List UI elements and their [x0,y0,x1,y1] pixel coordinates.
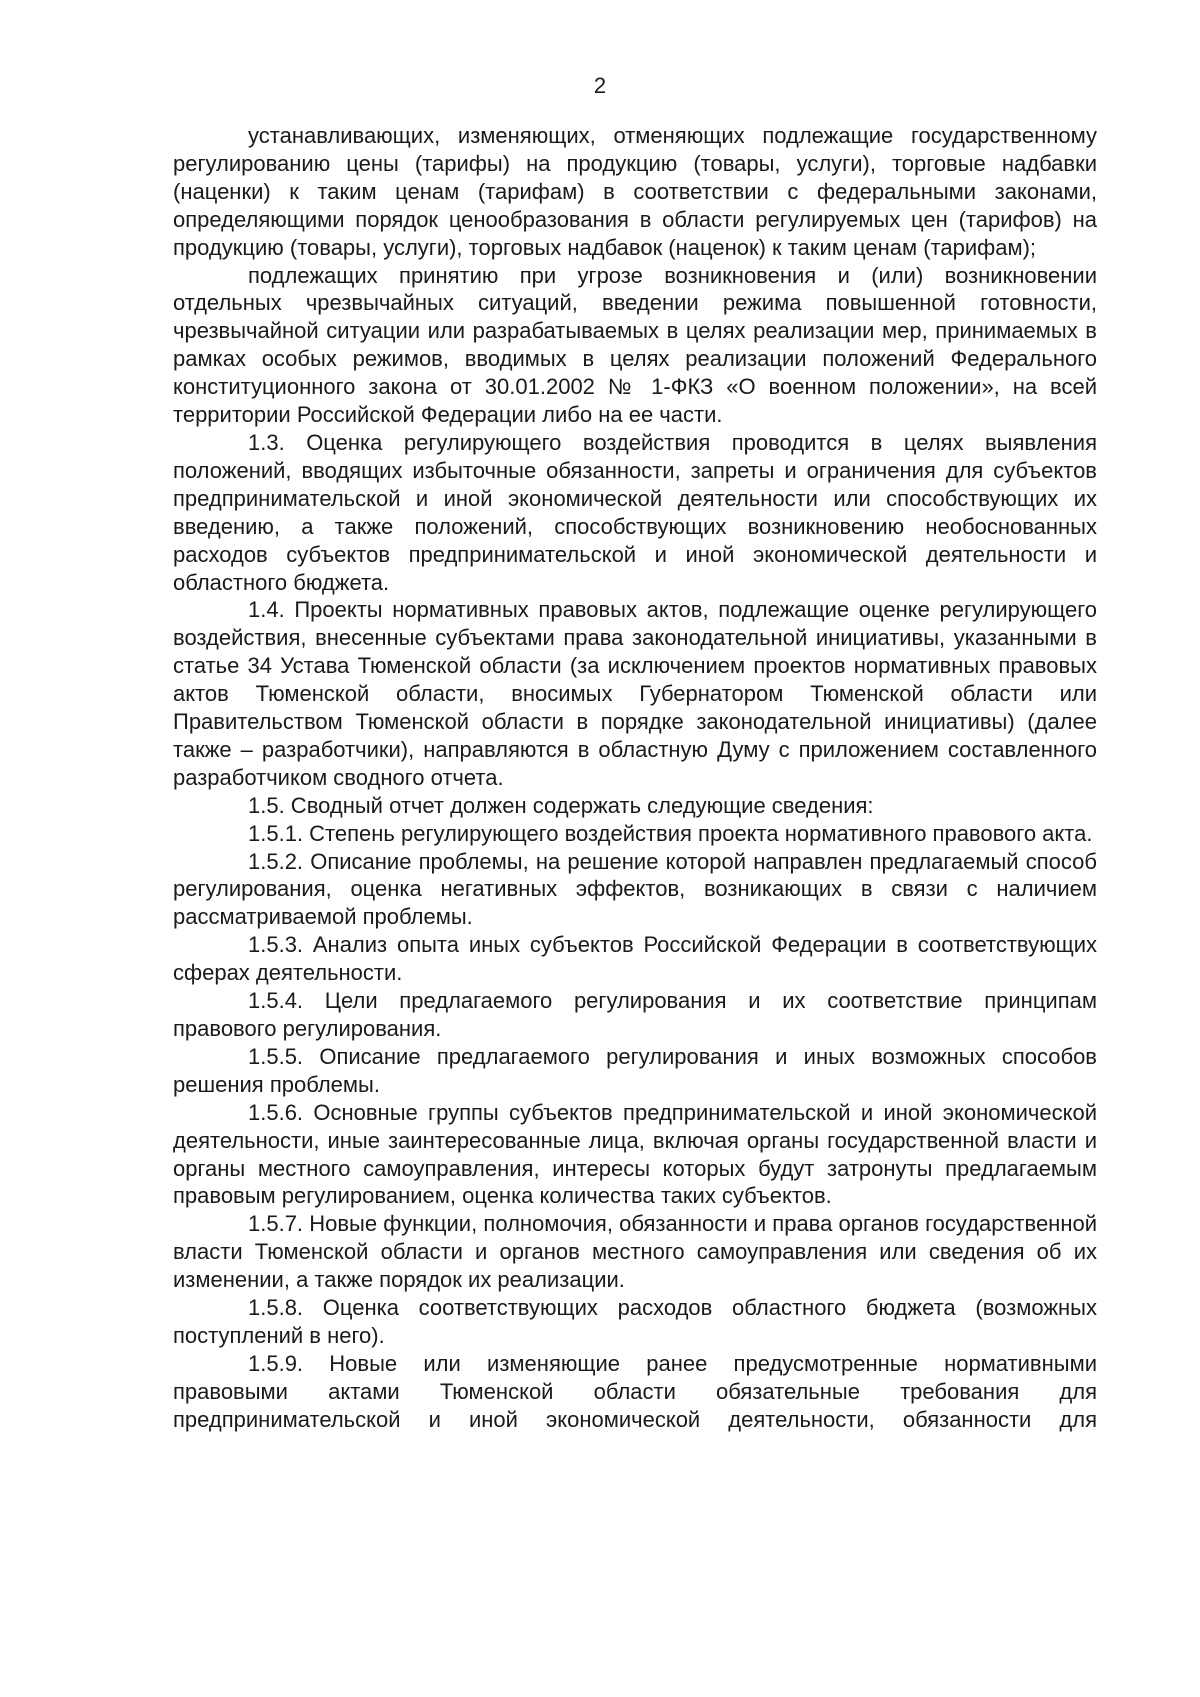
paragraph-1-5-6: 1.5.6. Основные группы субъектов предпринимательской и иной экономической деятельности, иные заинтересованные лица, включая органы государственной власти и органы местного самоуправления, интересы которых будут затронуты предлагаемым правовым регулированием, оценка количества таких субъектов. [173,1099,1097,1209]
paragraph-1-5-7: 1.5.7. Новые функции, полномочия, обязанности и права органов государственной власти Тюменской области и органов местного самоуправления или сведения об их изменении, а также порядок их реализации. [173,1211,1097,1293]
page-number: 2 [593,73,607,98]
paragraph-1-5-1: 1.5.1. Степень регулирующего воздействия проекта нормативного правового акта. [248,820,1093,846]
paragraph-1-4: 1.4. Проекты нормативных правовых актов, подлежащие оценке регулирующего воздействия, внесенные субъектами права законодательной инициативы, указанными в статье 34 Устава Тюменской области (за исключением проектов нормативных правовых актов Тюменской области, вносимых Губернатором Тюменской области или Правительством Тюменской области в порядке законодательной инициативы) (далее также – разработчики), направляются в областную Думу с приложением составленного разработчиком сводного отчета. [173,597,1097,790]
paragraph-1-5-5: 1.5.5. Описание предлагаемого регулирования и иных возможных способов решения проблемы. [173,1043,1097,1097]
paragraph-1-5: 1.5. Сводный отчет должен содержать следующие сведения: [248,792,874,818]
paragraph-1-5-2: 1.5.2. Описание проблемы, на решение которой направлен предлагаемый способ регулирования, оценка негативных эффектов, возникающих в связи с наличием рассматриваемой проблемы. [173,848,1097,930]
paragraph-1-5-3: 1.5.3. Анализ опыта иных субъектов Российской Федерации в соответствующих сферах деятельности. [173,932,1097,986]
document-body [173,122,1097,1434]
paragraph-1-5-9: 1.5.9. Новые или изменяющие ранее предусмотренные нормативными правовыми актами Тюменской области обязательные требования для предпринимательской и иной экономической деятельности, обязанности для [173,1350,1097,1432]
paragraph-1-5-8: 1.5.8. Оценка соответствующих расходов областного бюджета (возможных поступлений в него). [173,1295,1097,1348]
paragraph-1-3: 1.3. Оценка регулирующего воздействия проводится в целях выявления положений, вводящих избыточные обязанности, запреты и ограничения для субъектов предпринимательской и иной экономической деятельности или способствующих их введению, а также положений, способствующих возникновению необоснованных расходов субъектов предпринимательской и иной экономической деятельности и областного бюджета. [173,429,1097,595]
paragraph-emergency-regimes: подлежащих принятию при угрозе возникновения и (или) возникновении отдельных чрезвычайных ситуаций, введении режима повышенной готовности, чрезвычайной ситуации или разрабатываемых в целях реализации мер, принимаемых в рамках особых режимов, вводимых в целях реализации положений Федерального конституционного закона от 30.01.2002 № 1-ФКЗ «О военном положении», на всей территории Российской Федерации либо на ее части. [173,262,1097,428]
paragraph-continuation: устанавливающих, изменяющих, отменяющих подлежащие государственному регулированию цены (тарифы) на продукцию (товары, услуги), торговые надбавки (наценки) к таким ценам (тарифам) в соответствии с федеральными законами, определяющими порядок ценообразования в области регулируемых цен (тарифов) на продукцию (товары, услуги), торговых надбавок (наценок) к таким ценам (тарифам); [173,123,1097,260]
paragraph-1-5-4: 1.5.4. Цели предлагаемого регулирования и их соответствие принципам правового регулирования. [173,988,1097,1041]
